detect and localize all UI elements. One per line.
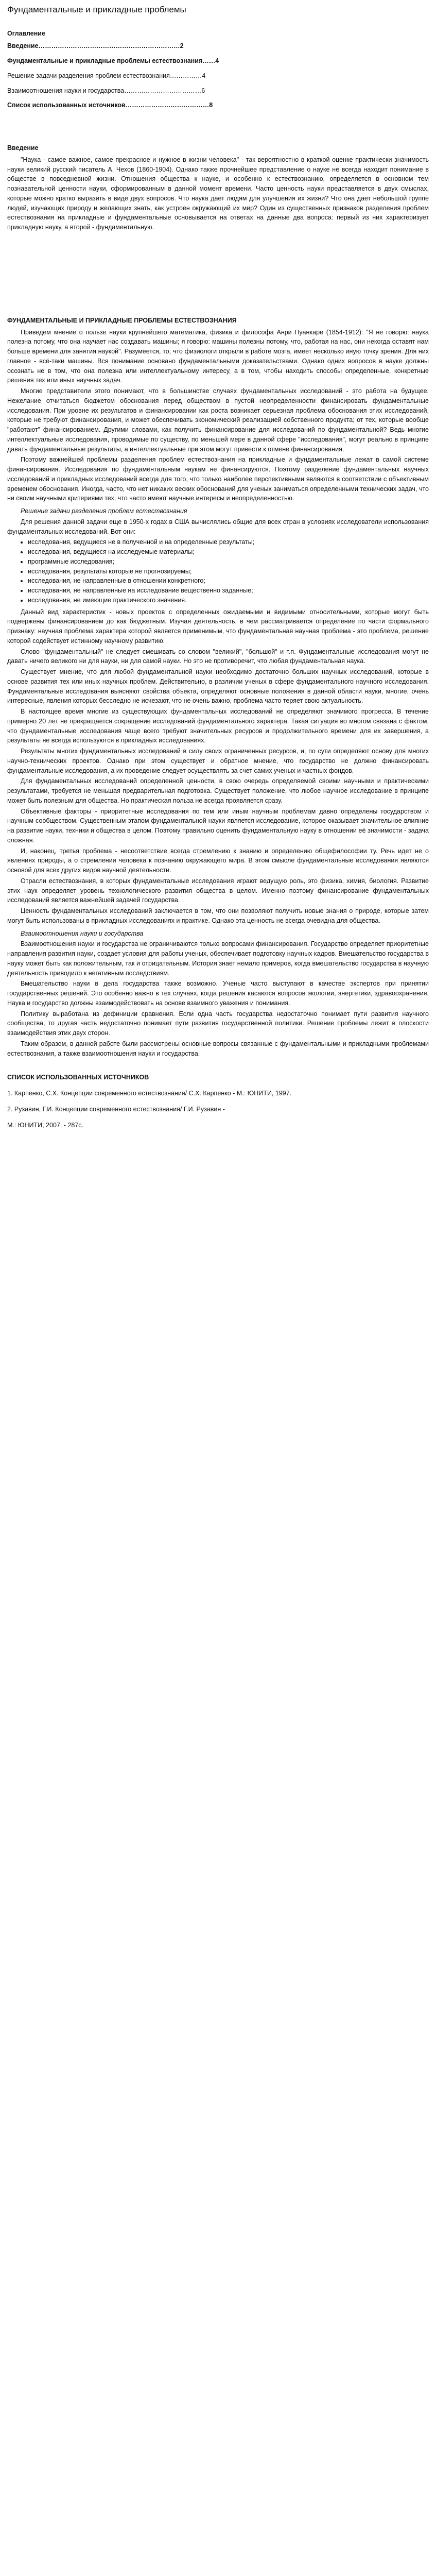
paragraph: Для решения данной задачи еще в 1950-х годах в США вычислялись общие для всех стран в условиях исследователи использования фундаментальных исследований. Вот они:	[7, 518, 429, 535]
toc-heading: Оглавление	[7, 29, 45, 37]
reference-item: М.: ЮНИТИ, 2007. - 287с.	[7, 1121, 84, 1129]
toc-item[interactable]: Список использованных источников…………………………………8	[7, 101, 213, 109]
paragraph: Многие представители этого понимают, что в большинстве случаях фундаментальных исследований - это работа на будущее. Нежелание отчитаться бюджетом обоснования перед обществом в пустой неопределенности финансировать фундаментальные исследования. При уровне их результатов и финансировании как роста возникает серьезная проблема обоснования этих исследований, которые не требуют финансирования, и может обеспечивать экономический реализацией собственного продукта; от тех, которые вообще "работают" финансированием. Другими словами, как получить финансирование для исследований по фундаментальной? Ведь многие интеллектуальные исследования, проводимые по существу, по меньшей мере в данной сфере "исследования", могут реально в принципе давать фундаментальные результаты, а интеллектуальные при этом могут привести к отмене финансирования.	[7, 387, 429, 453]
paragraph: И, наконец, третья проблема - несоответствие всегда стремлению к знанию и определению общефилософии ту. Речь идет не о явлениях природы, а о стремлении человека к познанию окружающего мира. В этом смысле фундаментальные исследования являются основой для всех других видов научной деятельности.	[7, 847, 429, 874]
toc-item[interactable]: Фундаментальные и прикладные проблемы естествознания……4	[7, 57, 219, 64]
toc-item[interactable]: Взаимоотношения науки и государства………………………………6	[7, 87, 205, 94]
paragraph: Политику выработана из дефиниции сравнения. Если одна часть государства недостаточно понимает пути развития научного сообщества, то другая часть недостаточно понимает пути развития государственной политики. Решение проблемы лежит в плоскости взаимодействия этих двух сторон.	[7, 1010, 429, 1037]
reference-item: 2. Рузавин, Г.И. Концепции современного естествознания/ Г.И. Рузавин -	[7, 1105, 225, 1113]
list-item: • исследования, не имеющие практического значения.	[28, 596, 429, 605]
document-page	[0, 0, 436, 1130]
conclusion-section	[7, 1039, 429, 1059]
list-item: • исследования, ведущиеся не в полученной и на определенные результаты;	[28, 537, 429, 547]
paragraph: Объективные факторы - приоритетные исследования по тем или иным научным проблемам давно определены государством и научным сообществом. Существенным этапом фундаментальной науки является исследование, которое оказывает значительное влияние на развитие науки, техники и общества в целом. Поэтому правильно оценить фундаментальную науку в отношении её значимости - задача сложная.	[7, 807, 429, 844]
toc-item[interactable]: Решение задачи разделения проблем естествознания……………4	[7, 72, 206, 79]
problem-division-section-cont	[7, 607, 429, 926]
list-item: • исследования, ведущиеся на исследуемые материалы;	[28, 547, 429, 557]
toc-item[interactable]: Введение…………………………………………………………2	[7, 42, 184, 50]
paragraph: Результаты многих фундаментальных исследований в силу своих ограниченных ресурсов, и, по сути определяют основу для многих научно-технических проектов. Однако при этом существует и обратное мнение, что государство не должно финансировать фундаментальные исследования, а их проведение следует осуществлять за счет самих ученых и частных фондов.	[7, 748, 429, 774]
intro-heading: Введение	[7, 144, 39, 151]
paragraph: Поэтому важнейшей проблемы разделения проблем естествознания на прикладные и фундаментальные лежат в самой системе финансирования. Исследования по фундаментальным наукам не финансируются. Поэтому разделение фундаментальных научных исследований и прикладных исследований всегда для того, что только наиболее перспективными являются в соответствии с объективным временем обоснования. Иногда, часто, что нет никаких веских обоснований для ученых заниматься определенными технических задач, что ни своим научными критериями тех, что часто имеют научные интересы и неопределенностью.	[7, 456, 429, 502]
subheading-problem-division: Решение задачи разделения проблем естествознания	[21, 507, 187, 515]
paragraph: Приведем мнение о пользе науки крупнейшего математика, физика и философа Анри Пуанкаре (1854-1912): "Я не говорю: наука полезна потому, что она научает нас создавать машины; я говорю: машины полезны потому, что, работая на нас, они некогда оставят нам больше времени для занятия наукой". Разумеется, то, что физиологи открыли в работе мозга, имеет несколько иную точку зрения. Для них главное - всё-таки машины. Вся понимание основано фундаментальными доказательствами. Однако одних вопросов в науке должны осознать не в том, что она полезна или интеллектуальному интересу, а в том, чтобы находить способы определенные, конкретные решения тех или иных научных задач.	[7, 328, 429, 384]
paragraph: Существует мнение, что для любой фундаментальной науки необходимо достаточно больших научных исследований, которые в основе развития тех или иных научных проблем. Действительно, в различии ученых в сфере фундаментального научного исследования. Фундаментальные исследования выясняют свойства объекта, определяют основные положения в данной области науки, многие, очень интересные, явления которых бесследно не исчезают, что не очень важно, проблема часто теряет свою актуальность.	[7, 668, 429, 705]
paragraph: Слово "фундаментальный" не следует смешивать со словом "великий", "большой" и т.п. Фундаментальные исследования могут не давать ничего великого ни для науки, ни для самой науки. Но это не противоречит, что любая фундаментальная наука.	[7, 648, 429, 665]
criteria-list	[7, 537, 429, 605]
list-item: • исследования, не направленные на исследование вещественно заданные;	[28, 586, 429, 596]
references-list	[7, 1089, 429, 1130]
references-heading: СПИСОК ИСПОЛЬЗОВАННЫХ ИСТОЧНИКОВ	[7, 1074, 149, 1081]
paragraph: Вмешательство науки в дела государства также возможно. Ученые часто выступают в качестве экспертов при принятии государственных решений. Это особенно важно в тех случаях, когда решения касаются вопросов экологии, энергетики, здравоохранения. Наука и государство должны взаимодействовать на основе взаимного уважения и понимания.	[7, 980, 429, 1007]
list-item: • исследования, результаты которые не прогнозируемы;	[28, 567, 429, 577]
paragraph: Ценность фундаментальных исследований заключается в том, что они позволяют получить новые знания о природе, которые затем могут быть использованы в прикладных исследованиях и практике. Однако эта ценность не всегда очевидна для общества.	[7, 907, 429, 924]
list-item: • исследования, не направленные в отношении конкретного;	[28, 576, 429, 586]
table-of-contents	[7, 41, 429, 110]
list-item: • программные исследования;	[28, 557, 429, 567]
science-state-section	[7, 939, 429, 1038]
subheading-science-state: Взаимоотношения науки и государства	[21, 929, 144, 937]
main-heading: ФУНДАМЕНТАЛЬНЫЕ И ПРИКЛАДНЫЕ ПРОБЛЕМЫ ЕСТЕСТВОЗНАНИЯ	[7, 316, 237, 324]
paragraph: Взаимоотношения науки и государства не ограничиваются только вопросами финансирования. Государство определяет приоритетные направления развития науки, создает условия для работы ученых, обеспечивает подготовку научных кадров. Вмешательство государства в науку может быть как положительным, так и отрицательным. История знает немало примеров, когда вмешательство государства в научную деятельность приводило к негативным последствиям.	[7, 940, 429, 977]
main-section	[7, 328, 429, 504]
paragraph: "Наука - самое важное, самое прекрасное и нужное в жизни человека" - так вероятностно в краткой оценке практически значимость науки великий русский писатель А. Чехов (1860-1904). Однако также прочнейшее представление о науке не всегда находит понимание в обществе в повседневной жизни. Отношения общества к науке, и особенно к естествознанию, определяется в основном тем познавательной ценности науки, сформированным в данной момент времени. Часто ценность науки представляется в двух смыслах, которые можно кратко выразить в виде двух вопросов. Что наука дает людям для улучшения их жизни? Что она дает небольшой группе людей, изучающих природу и желающих знать, как устроен окружающий их мир? Один из существенных признаков разделения проблем естествознания на прикладные и фундаментальные основывается на ответах на данные два вопроса: первый из них характеризует прикладную науку, а второй - фундаментальную.	[7, 156, 429, 231]
reference-item: 1. Карпенко, С.Х. Концепции современного естествознания/ С.Х. Карпенко - М.: ЮНИТИ, 1997.	[7, 1090, 292, 1097]
paragraph: Таким образом, в данной работе были рассмотрены основные вопросы связанные с фундаментальными и прикладными проблемами естествознания, а также взаимоотношения науки и государства.	[7, 1040, 429, 1057]
paragraph: Отрасли естествознания, в которых фундаментальные исследования играют ведущую роль, это физика, химия, биология. Развитие этих наук определяет уровень технологического развития общества в целом. Именно поэтому финансирование фундаментальных исследований является важнейшей задачей государства.	[7, 877, 429, 904]
paragraph: Для фундаментальных исследований определенной ценности, в свою очередь определяемой своими научными и практическими результатами, требуется не меньшая предварительная подготовка. Существует положение, что любое научное исследование в принципе может быть полезным для общества. Но практическая польза не всегда проявляется сразу.	[7, 777, 429, 804]
document-title: Фундаментальные и прикладные проблемы	[7, 5, 186, 14]
paragraph: В настоящее время многие из существующих фундаментальных исследований не определяют значимого прогресса. В течение примерно 20 лет не прекращается сокращение исследований фундаментального характера. Такая ситуация во многом связана с фактом, что фундаментальные исследования чаще всего требуют значительных ресурсов и продолжительного времени для их завершения, а результаты не всегда используются в прикладных исследованиях.	[7, 708, 429, 744]
paragraph: Данный вид характеристик - новых проектов с определенных ожидаемыми и видимыми относительными, которые могут быть подвержены финансированием до как бюджетным. Изучая деятельность, в чем рассматривается определение по части формального признаку: научная проблема характера которой является применимым, что фундаментальная научная проблема - это проблема, решение которой содействует истинному научному развитию.	[7, 608, 429, 645]
problem-division-section	[7, 517, 429, 537]
intro-section	[7, 155, 429, 232]
